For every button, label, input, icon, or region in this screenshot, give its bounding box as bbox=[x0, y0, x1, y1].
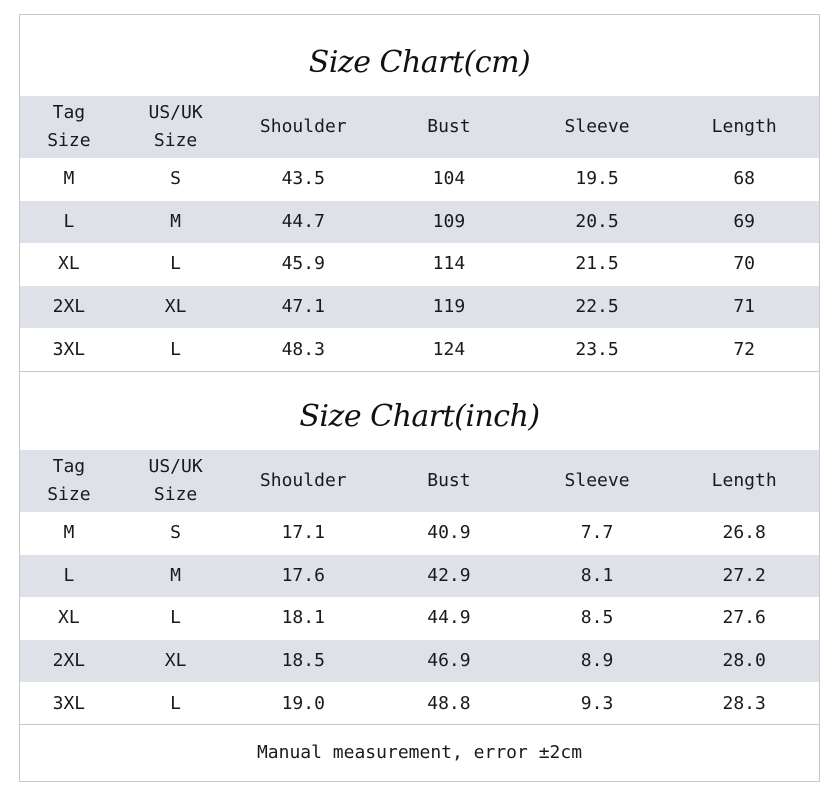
cell-sleeve: 19.5 bbox=[575, 168, 619, 190]
header-line: Size bbox=[153, 484, 198, 505]
header-line: US/UK bbox=[148, 102, 203, 123]
table-row bbox=[20, 682, 819, 725]
cell-length: 27.6 bbox=[722, 607, 766, 629]
cell-us-uk-size: XL bbox=[164, 296, 187, 318]
cell-bust: 48.8 bbox=[427, 692, 471, 714]
cell-bust: 124 bbox=[432, 338, 466, 360]
cell-tag-size: 3XL bbox=[52, 692, 86, 714]
cell-tag-size: 2XL bbox=[52, 650, 86, 672]
cell-bust: 44.9 bbox=[427, 607, 471, 629]
cell-bust: 40.9 bbox=[427, 522, 471, 544]
header-line: Size bbox=[153, 130, 198, 151]
cell-shoulder: 17.1 bbox=[281, 522, 325, 544]
cell-shoulder: 48.3 bbox=[281, 338, 325, 360]
cell-shoulder: 45.9 bbox=[281, 253, 325, 275]
cell-shoulder: 18.5 bbox=[281, 650, 325, 672]
table-row bbox=[20, 243, 819, 286]
cell-sleeve: 21.5 bbox=[575, 253, 619, 275]
table-row bbox=[20, 640, 819, 683]
cell-length: 69 bbox=[733, 210, 756, 232]
size-chart-panel bbox=[19, 14, 820, 782]
cell-length: 72 bbox=[733, 338, 756, 360]
cell-length: 28.0 bbox=[722, 650, 766, 672]
table-row bbox=[20, 158, 819, 201]
cell-sleeve: 7.7 bbox=[580, 522, 614, 544]
header-tag-size bbox=[20, 453, 118, 509]
cell-tag-size: L bbox=[63, 564, 75, 586]
header-shoulder: Shoulder bbox=[259, 470, 347, 491]
cell-bust: 114 bbox=[432, 253, 466, 275]
measurement-note: Manual measurement, error ±2cm bbox=[256, 742, 583, 763]
cm-size-table bbox=[20, 96, 819, 371]
cell-shoulder: 43.5 bbox=[281, 168, 325, 190]
cell-us-uk-size: M bbox=[170, 210, 182, 232]
table-row bbox=[20, 328, 819, 371]
table-header-row bbox=[20, 450, 819, 512]
cell-us-uk-size: L bbox=[170, 607, 182, 629]
cell-tag-size: 2XL bbox=[52, 296, 86, 318]
inch-size-table bbox=[20, 450, 819, 725]
cell-sleeve: 20.5 bbox=[575, 210, 619, 232]
cell-bust: 46.9 bbox=[427, 650, 471, 672]
table-row bbox=[20, 597, 819, 640]
header-length: Length bbox=[711, 470, 777, 491]
cell-shoulder: 44.7 bbox=[281, 210, 325, 232]
cell-length: 70 bbox=[733, 253, 756, 275]
header-us-uk-size bbox=[118, 99, 234, 155]
cell-us-uk-size: XL bbox=[164, 650, 187, 672]
cell-shoulder: 18.1 bbox=[281, 607, 325, 629]
cell-tag-size: M bbox=[63, 522, 75, 544]
header-line: Tag bbox=[52, 456, 86, 477]
cell-bust: 109 bbox=[432, 210, 466, 232]
cell-tag-size: M bbox=[63, 168, 75, 190]
header-tag-size bbox=[20, 99, 118, 155]
header-sleeve: Sleeve bbox=[564, 116, 630, 137]
cell-us-uk-size: M bbox=[170, 564, 182, 586]
cell-bust: 42.9 bbox=[427, 564, 471, 586]
cm-chart-title: Size Chart(cm) bbox=[308, 45, 531, 80]
cell-us-uk-size: L bbox=[170, 253, 182, 275]
cell-us-uk-size: S bbox=[170, 522, 182, 544]
table-row bbox=[20, 555, 819, 598]
header-length: Length bbox=[711, 116, 777, 137]
cell-sleeve: 9.3 bbox=[580, 692, 614, 714]
cell-us-uk-size: L bbox=[170, 692, 182, 714]
header-sleeve: Sleeve bbox=[564, 470, 630, 491]
header-shoulder: Shoulder bbox=[259, 116, 347, 137]
inch-chart-title: Size Chart(inch) bbox=[299, 399, 540, 434]
header-us-uk-size bbox=[118, 453, 234, 509]
header-line: Size bbox=[47, 130, 91, 151]
cell-length: 28.3 bbox=[722, 692, 766, 714]
cell-sleeve: 8.1 bbox=[580, 564, 614, 586]
cell-us-uk-size: S bbox=[170, 168, 182, 190]
table-row bbox=[20, 512, 819, 555]
cell-length: 27.2 bbox=[722, 564, 766, 586]
section-divider bbox=[20, 371, 819, 372]
header-line: Size bbox=[47, 484, 91, 505]
table-row bbox=[20, 201, 819, 244]
cell-us-uk-size: L bbox=[170, 338, 182, 360]
header-bust: Bust bbox=[427, 470, 471, 491]
cell-sleeve: 8.9 bbox=[580, 650, 614, 672]
table-header-row bbox=[20, 96, 819, 158]
cell-tag-size: 3XL bbox=[52, 338, 86, 360]
cell-sleeve: 22.5 bbox=[575, 296, 619, 318]
table-row bbox=[20, 286, 819, 329]
cell-length: 26.8 bbox=[722, 522, 766, 544]
cell-sleeve: 8.5 bbox=[580, 607, 614, 629]
cell-bust: 104 bbox=[432, 168, 466, 190]
cell-shoulder: 17.6 bbox=[281, 564, 325, 586]
cell-length: 71 bbox=[733, 296, 756, 318]
header-bust: Bust bbox=[427, 116, 471, 137]
cell-shoulder: 47.1 bbox=[281, 296, 325, 318]
header-line: US/UK bbox=[148, 456, 203, 477]
cell-tag-size: XL bbox=[58, 607, 80, 629]
cell-tag-size: XL bbox=[58, 253, 80, 275]
header-line: Tag bbox=[52, 102, 86, 123]
cell-length: 68 bbox=[733, 168, 756, 190]
cell-shoulder: 19.0 bbox=[281, 692, 325, 714]
cell-tag-size: L bbox=[63, 210, 75, 232]
cell-sleeve: 23.5 bbox=[575, 338, 619, 360]
cell-bust: 119 bbox=[432, 296, 466, 318]
